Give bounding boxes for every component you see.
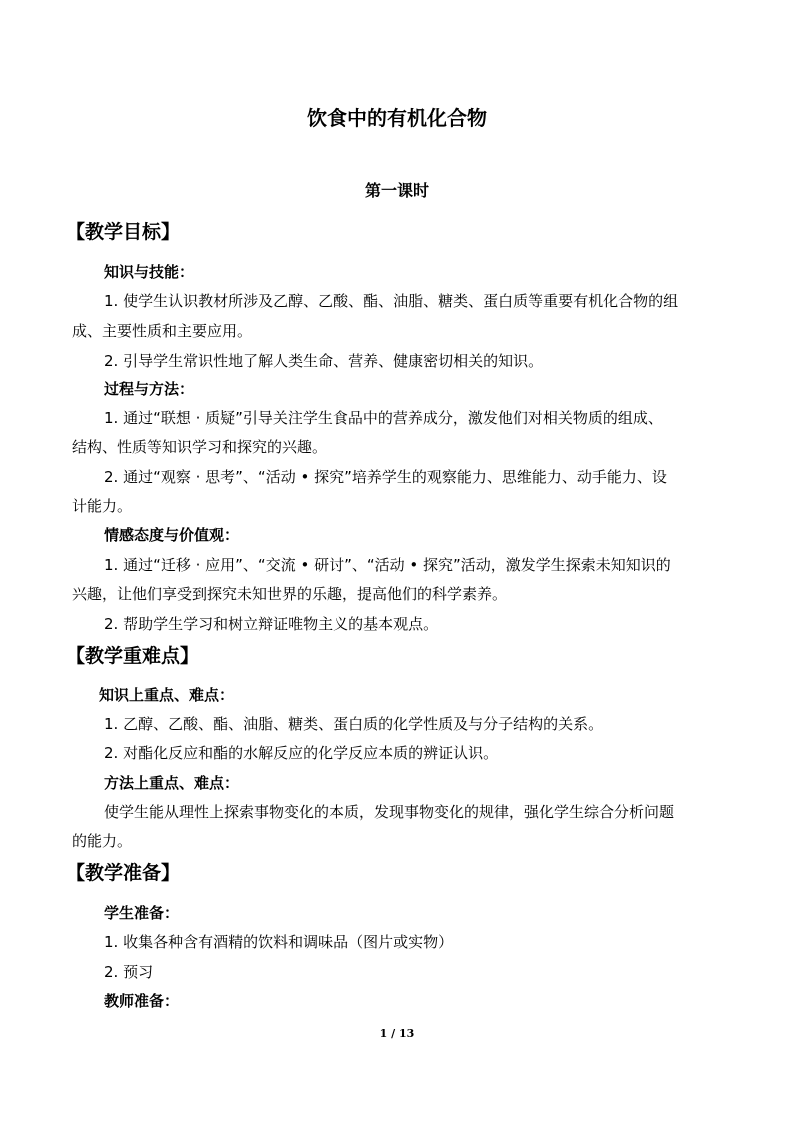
section-heading-preparation: 【教学准备】 (66, 862, 181, 884)
subheading-emotion-values: 情感态度与价值观： (104, 526, 240, 544)
paragraph-line: 兴趣，让他们享受到探究未知世界的乐趣，提高他们的科学素养。 (72, 585, 508, 603)
paragraph-line: 2. 帮助学生学习和树立辩证唯物主义的基本观点。 (104, 615, 439, 633)
paragraph-line: 使学生能从理性上探索事物变化的本质，发现事物变化的规律，强化学生综合分析问题 (104, 803, 675, 821)
section-heading-objectives: 【教学目标】 (66, 221, 181, 243)
subheading-method-key-points: 方法上重点、难点： (104, 774, 240, 792)
paragraph-line: 成、主要性质和主要应用。 (72, 322, 253, 340)
paragraph-line: 1. 通过“迁移 · 应用”、“交流 • 研讨”、“活动 • 探究”活动，激发学生探索未知知识的 (104, 556, 671, 574)
paragraph-line: 2. 预习 (104, 963, 154, 981)
paragraph-line: 结构、性质等知识学习和探究的兴趣。 (72, 438, 328, 456)
page-number: 1 / 13 (379, 1027, 415, 1040)
subheading-knowledge-skills: 知识与技能： (104, 263, 195, 281)
section-heading-key-points: 【教学重难点】 (66, 645, 200, 667)
paragraph-line: 2. 通过“观察 · 思考”、“活动 • 探究”培养学生的观察能力、思维能力、动手能力、设 (104, 468, 667, 486)
lesson-subtitle: 第一课时 (364, 181, 429, 200)
subheading-knowledge-key-points: 知识上重点、难点： (99, 686, 235, 704)
document-title: 饮食中的有机化合物 (307, 106, 487, 130)
subheading-student-preparation: 学生准备： (104, 904, 180, 922)
paragraph-line: 2. 引导学生常识性地了解人类生命、营养、健康密切相关的知识。 (104, 352, 544, 370)
paragraph-line: 计能力。 (72, 497, 133, 515)
paragraph-line: 的能力。 (72, 832, 133, 850)
paragraph-line: 2. 对酯化反应和酯的水解反应的化学反应本质的辨证认识。 (104, 744, 499, 762)
paragraph-line: 1. 使学生认识教材所涉及乙醇、乙酸、酯、油脂、糖类、蛋白质等重要有机化合物的组 (104, 292, 679, 310)
paragraph-line: 1. 乙醇、乙酸、酯、油脂、糖类、蛋白质的化学性质及与分子结构的关系。 (104, 715, 604, 733)
paragraph-line: 1. 通过“联想 · 质疑”引导关注学生食品中的营养成分，激发他们对相关物质的组成、 (104, 409, 663, 427)
paragraph-line: 1. 收集各种含有酒精的饮料和调味品（图片或实物） (104, 933, 454, 951)
subheading-teacher-preparation: 教师准备： (104, 992, 180, 1010)
subheading-process-methods: 过程与方法： (104, 380, 195, 398)
